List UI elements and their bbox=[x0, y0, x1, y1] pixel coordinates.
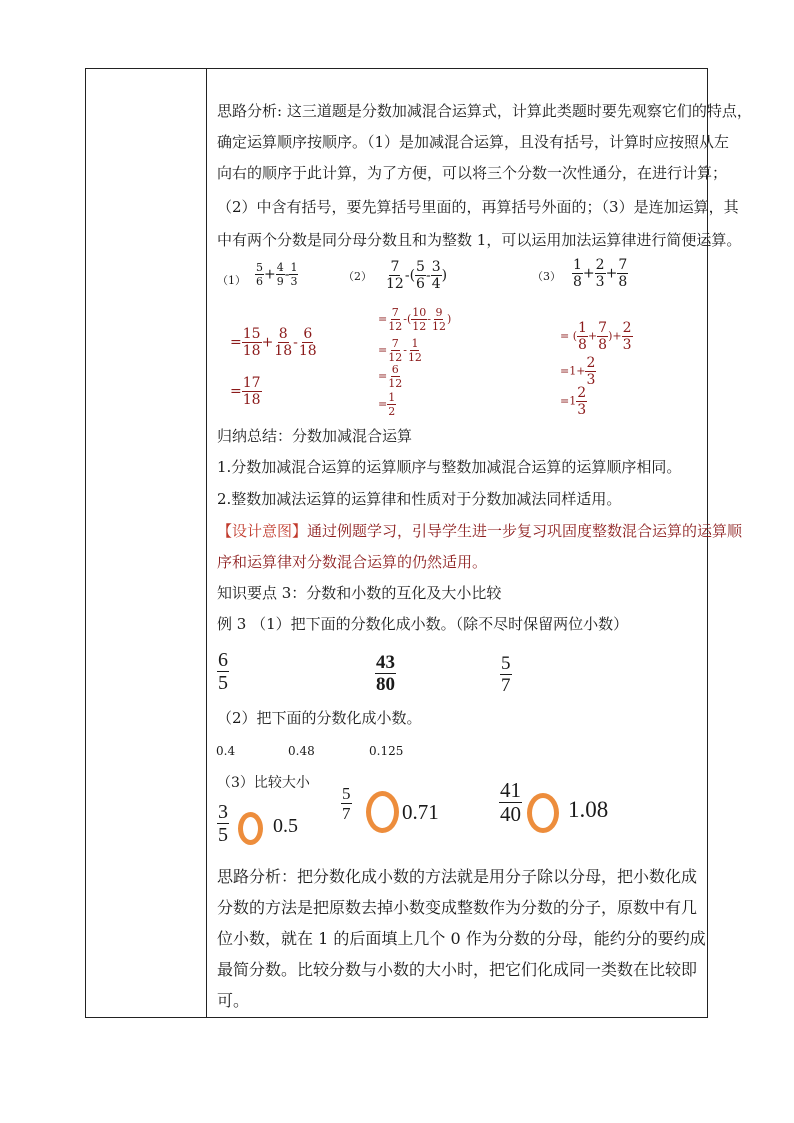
problem3-expression: $\frac{1}{8}$ + $\frac{2}{3}$ + $\frac{7}{8}$ bbox=[573, 257, 628, 290]
solution3-result: =1 $\frac{2}{3}$ bbox=[560, 385, 587, 418]
problem2-expression: $\frac{7}{12}$ -( $\frac{5}{6}$ - $\frac{3}{4}$ ) bbox=[386, 259, 448, 292]
design-intent-bracket: 【设计意图】 bbox=[217, 522, 308, 540]
design-intent-line1: 【设计意图】通过例题学习，引导学生进一步复习巩固度整数混合运算的运算顺 bbox=[217, 522, 743, 540]
example3-q1: 例 3 （1）把下面的分数化成小数。（除不尽时保留两位小数） bbox=[217, 615, 629, 633]
compare3-blank-circle[interactable] bbox=[527, 793, 559, 833]
compare2-decimal: 0.71 bbox=[402, 800, 439, 824]
example3-q3: （3）比较大小 bbox=[217, 775, 310, 791]
compare3-decimal: 1.08 bbox=[568, 797, 609, 822]
design-intent-line2: 序和运算律对分数混合运算的仍然适用。 bbox=[217, 553, 488, 571]
summary-item1: 1.分数加减混合运算的运算顺序与整数加减混合运算的运算顺序相同。 bbox=[217, 458, 682, 476]
compare2-fraction: $\frac{5}{7}$ bbox=[342, 784, 351, 823]
compare1-fraction: $\frac{3}{5}$ bbox=[218, 801, 228, 846]
compare2-blank-circle[interactable] bbox=[366, 791, 399, 833]
compare1-blank-circle[interactable] bbox=[238, 812, 263, 845]
example3-fraction-3: $\frac{5}{7}$ bbox=[501, 653, 511, 696]
analysis1-line4: （2）中含有括号，要先算括号里面的，再算括号外面的；（3）是连加运算，其 bbox=[217, 198, 739, 216]
solution2-step3: = $\frac{6}{12}$ bbox=[378, 363, 403, 390]
analysis2-line3: 位小数，就在 1 的后面填上几个 0 作为分数的分母，能约分的要约成 bbox=[217, 929, 706, 948]
problem1-label: （1） bbox=[217, 274, 246, 287]
analysis2-line4: 最简分数。比较分数与小数的大小时，把它们化成同一类数在比较即 bbox=[217, 960, 698, 979]
problem1-expression: $\frac{5}{6}$ + $\frac{4}{9}$ - $\frac{1}{3}$ bbox=[256, 261, 298, 288]
solution2-step2: = $\frac{7}{12}$ - $\frac{1}{12}$ bbox=[378, 337, 422, 364]
compare1-decimal: 0.5 bbox=[273, 815, 298, 837]
solution3-step1: = ( $\frac{1}{8}$ + $\frac{7}{8}$ )+ $\frac{2}{3}$ bbox=[560, 320, 632, 353]
analysis2-line5: 可。 bbox=[217, 991, 250, 1010]
summary-item2: 2.整数加减法运算的运算律和性质对于分数加减法同样适用。 bbox=[217, 490, 622, 508]
solution3-step2: =1+ $\frac{2}{3}$ bbox=[560, 355, 596, 388]
example3-decimal-2: 0.48 bbox=[288, 744, 315, 758]
example3-decimal-3: 0.125 bbox=[369, 744, 404, 758]
summary-title: 归纳总结：分数加减混合运算 bbox=[217, 427, 413, 445]
solution1-result: = $\frac{17}{18}$ bbox=[230, 375, 261, 408]
knowledge-point-3: 知识要点 3：分数和小数的互化及大小比较 bbox=[217, 584, 502, 602]
solution1-step1: = $\frac{15}{18}$ + $\frac{8}{18}$ - $\frac{6}{18}$ bbox=[230, 326, 317, 359]
analysis1-line2: 确定运算顺序按顺序。（1）是加减混合运算，且没有括号，计算时应按照从左 bbox=[217, 133, 730, 151]
problem3-label: （3） bbox=[532, 270, 561, 283]
analysis1-line1: 思路分析: 这三道题是分数加减混合运算式，计算此类题时要先观察它们的特点， bbox=[217, 102, 752, 120]
column-divider bbox=[206, 68, 207, 1018]
example3-decimal-1: 0.4 bbox=[216, 744, 236, 758]
example3-fraction-1: $\frac{6}{5}$ bbox=[218, 649, 228, 694]
analysis1-line5: 中有两个分数是同分母分数且和为整数 1，可以运用加法运算律进行简便运算。 bbox=[217, 231, 742, 249]
example3-q2: （2）把下面的分数化成小数。 bbox=[217, 709, 422, 727]
analysis2-line2: 分数的方法是把原数去掉小数变成整数作为分数的分子，原数中有几 bbox=[217, 898, 698, 917]
compare3-fraction: $\frac{41}{40}$ bbox=[500, 778, 521, 826]
analysis2-line1: 思路分析：把分数化成小数的方法就是用分子除以分母，把小数化成 bbox=[217, 867, 698, 886]
solution2-result: = $\frac{1}{2}$ bbox=[378, 391, 396, 418]
problem2-label: （2） bbox=[343, 270, 372, 283]
example3-fraction-2: $\frac{43}{80}$ bbox=[376, 652, 395, 695]
solution2-step1: = $\frac{7}{12}$ -( $\frac{10}{12}$ - $\frac{9}{12}$ ) bbox=[378, 306, 452, 333]
analysis1-line3: 向右的顺序于此计算，为了方便，可以将三个分数一次性通分，在进行计算； bbox=[217, 164, 728, 182]
